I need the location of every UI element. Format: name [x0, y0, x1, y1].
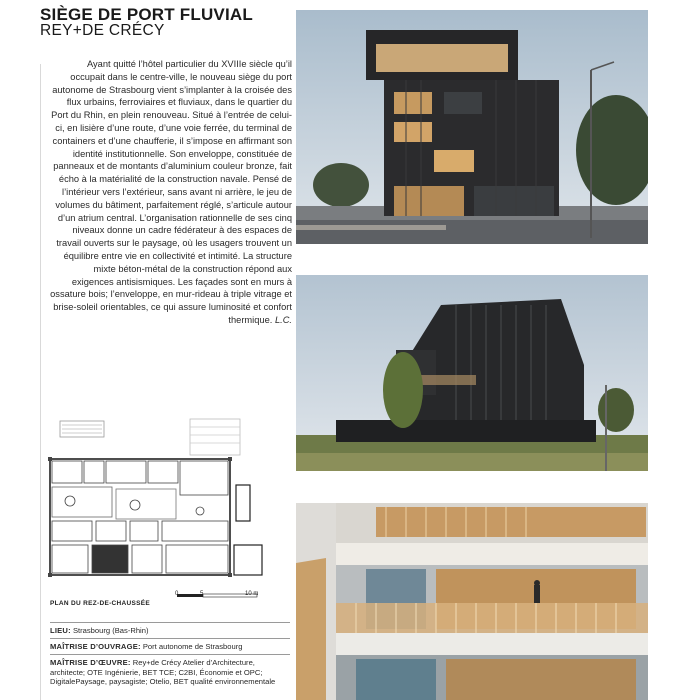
photo-building-street: [296, 10, 648, 244]
scale-label-0: 0: [175, 591, 179, 597]
info-moe-label: MAÎTRISE D’ŒUVRE:: [50, 658, 131, 667]
floor-plan-icon: [40, 415, 288, 595]
article-body-text: Ayant quitté l’hôtel particulier du XVIIIe siècle qu’il occupait dans le centre-ville, le nouveau siège du port autonome de Strasbourg vient s’implanter à la croisée des flux urbains, ferroviaires et fluviaux, dans le quartier du Port du Rhin, en plein renouveau. Situé à l’entrée de celui-ci, en lisière d’une route, d’une voie ferrée, du terminal de containers et d’une chaufferie, il s’impose en affirmant son identité institutionnelle. Son enveloppe, constituée de panneaux et de montants d’aluminium couleur bronze, fait écho à la matérialité de la construction navale. Pensé de l’intérieur vers l’extérieur, sans avant ni arrière, le jeu de volumes du bâtiment, parfaitement réglé, s’articule autour d’un atrium central. L’organisation rationnelle de ses cinq niveaux donne un cadre fédérateur à des espaces de travail ouverts sur le paysage, où les usagers trouvent un équilibre entre vie en collectivité et intimité. La structure mixte béton-métal de la construction répond aux exigences antisismiques. Les façades sont en murs à ossature bois; l’enveloppe, en mur-rideau à triple vitrage et brise-soleil orientables, ce qui assure luminosité et confort thermique.: [50, 59, 292, 325]
info-divider: [50, 622, 290, 623]
info-divider: [50, 654, 290, 655]
article-body: [50, 58, 292, 327]
info-maitrise-ouvrage: [50, 642, 290, 652]
info-lieu-label: LIEU:: [50, 626, 71, 635]
article-subtitle: REY+DE CRÉCY: [40, 22, 165, 39]
info-lieu-value: Strasbourg (Bas-Rhin): [72, 626, 149, 635]
info-mo-value: Port autonome de Strasbourg: [142, 642, 243, 651]
info-divider: [50, 638, 290, 639]
scale-label-10: 10 m: [245, 591, 259, 597]
floor-plan-label: PLAN DU REZ-DE-CHAUSSÉE: [50, 600, 151, 607]
article-signature: L.C.: [274, 314, 292, 325]
info-moe-value: Rey+de Crécy Atelier d’Architecture, architecte; OTE Ingénierie, BET TCE; C2BI, Économie et OPC; DigitalePaysage, paysagiste; Otelio, BET qualité environnementale: [50, 658, 276, 687]
article-title: SIÈGE DE PORT FLUVIAL: [40, 5, 253, 24]
info-lieu: [50, 626, 290, 636]
photo-building-landscape: [296, 275, 648, 471]
info-mo-label: MAÎTRISE D’OUVRAGE:: [50, 642, 141, 651]
info-maitrise-oeuvre: [50, 658, 290, 687]
photo-atrium-interior: [296, 503, 648, 700]
scale-bar: [175, 592, 265, 608]
scale-label-5: 5: [200, 591, 204, 597]
